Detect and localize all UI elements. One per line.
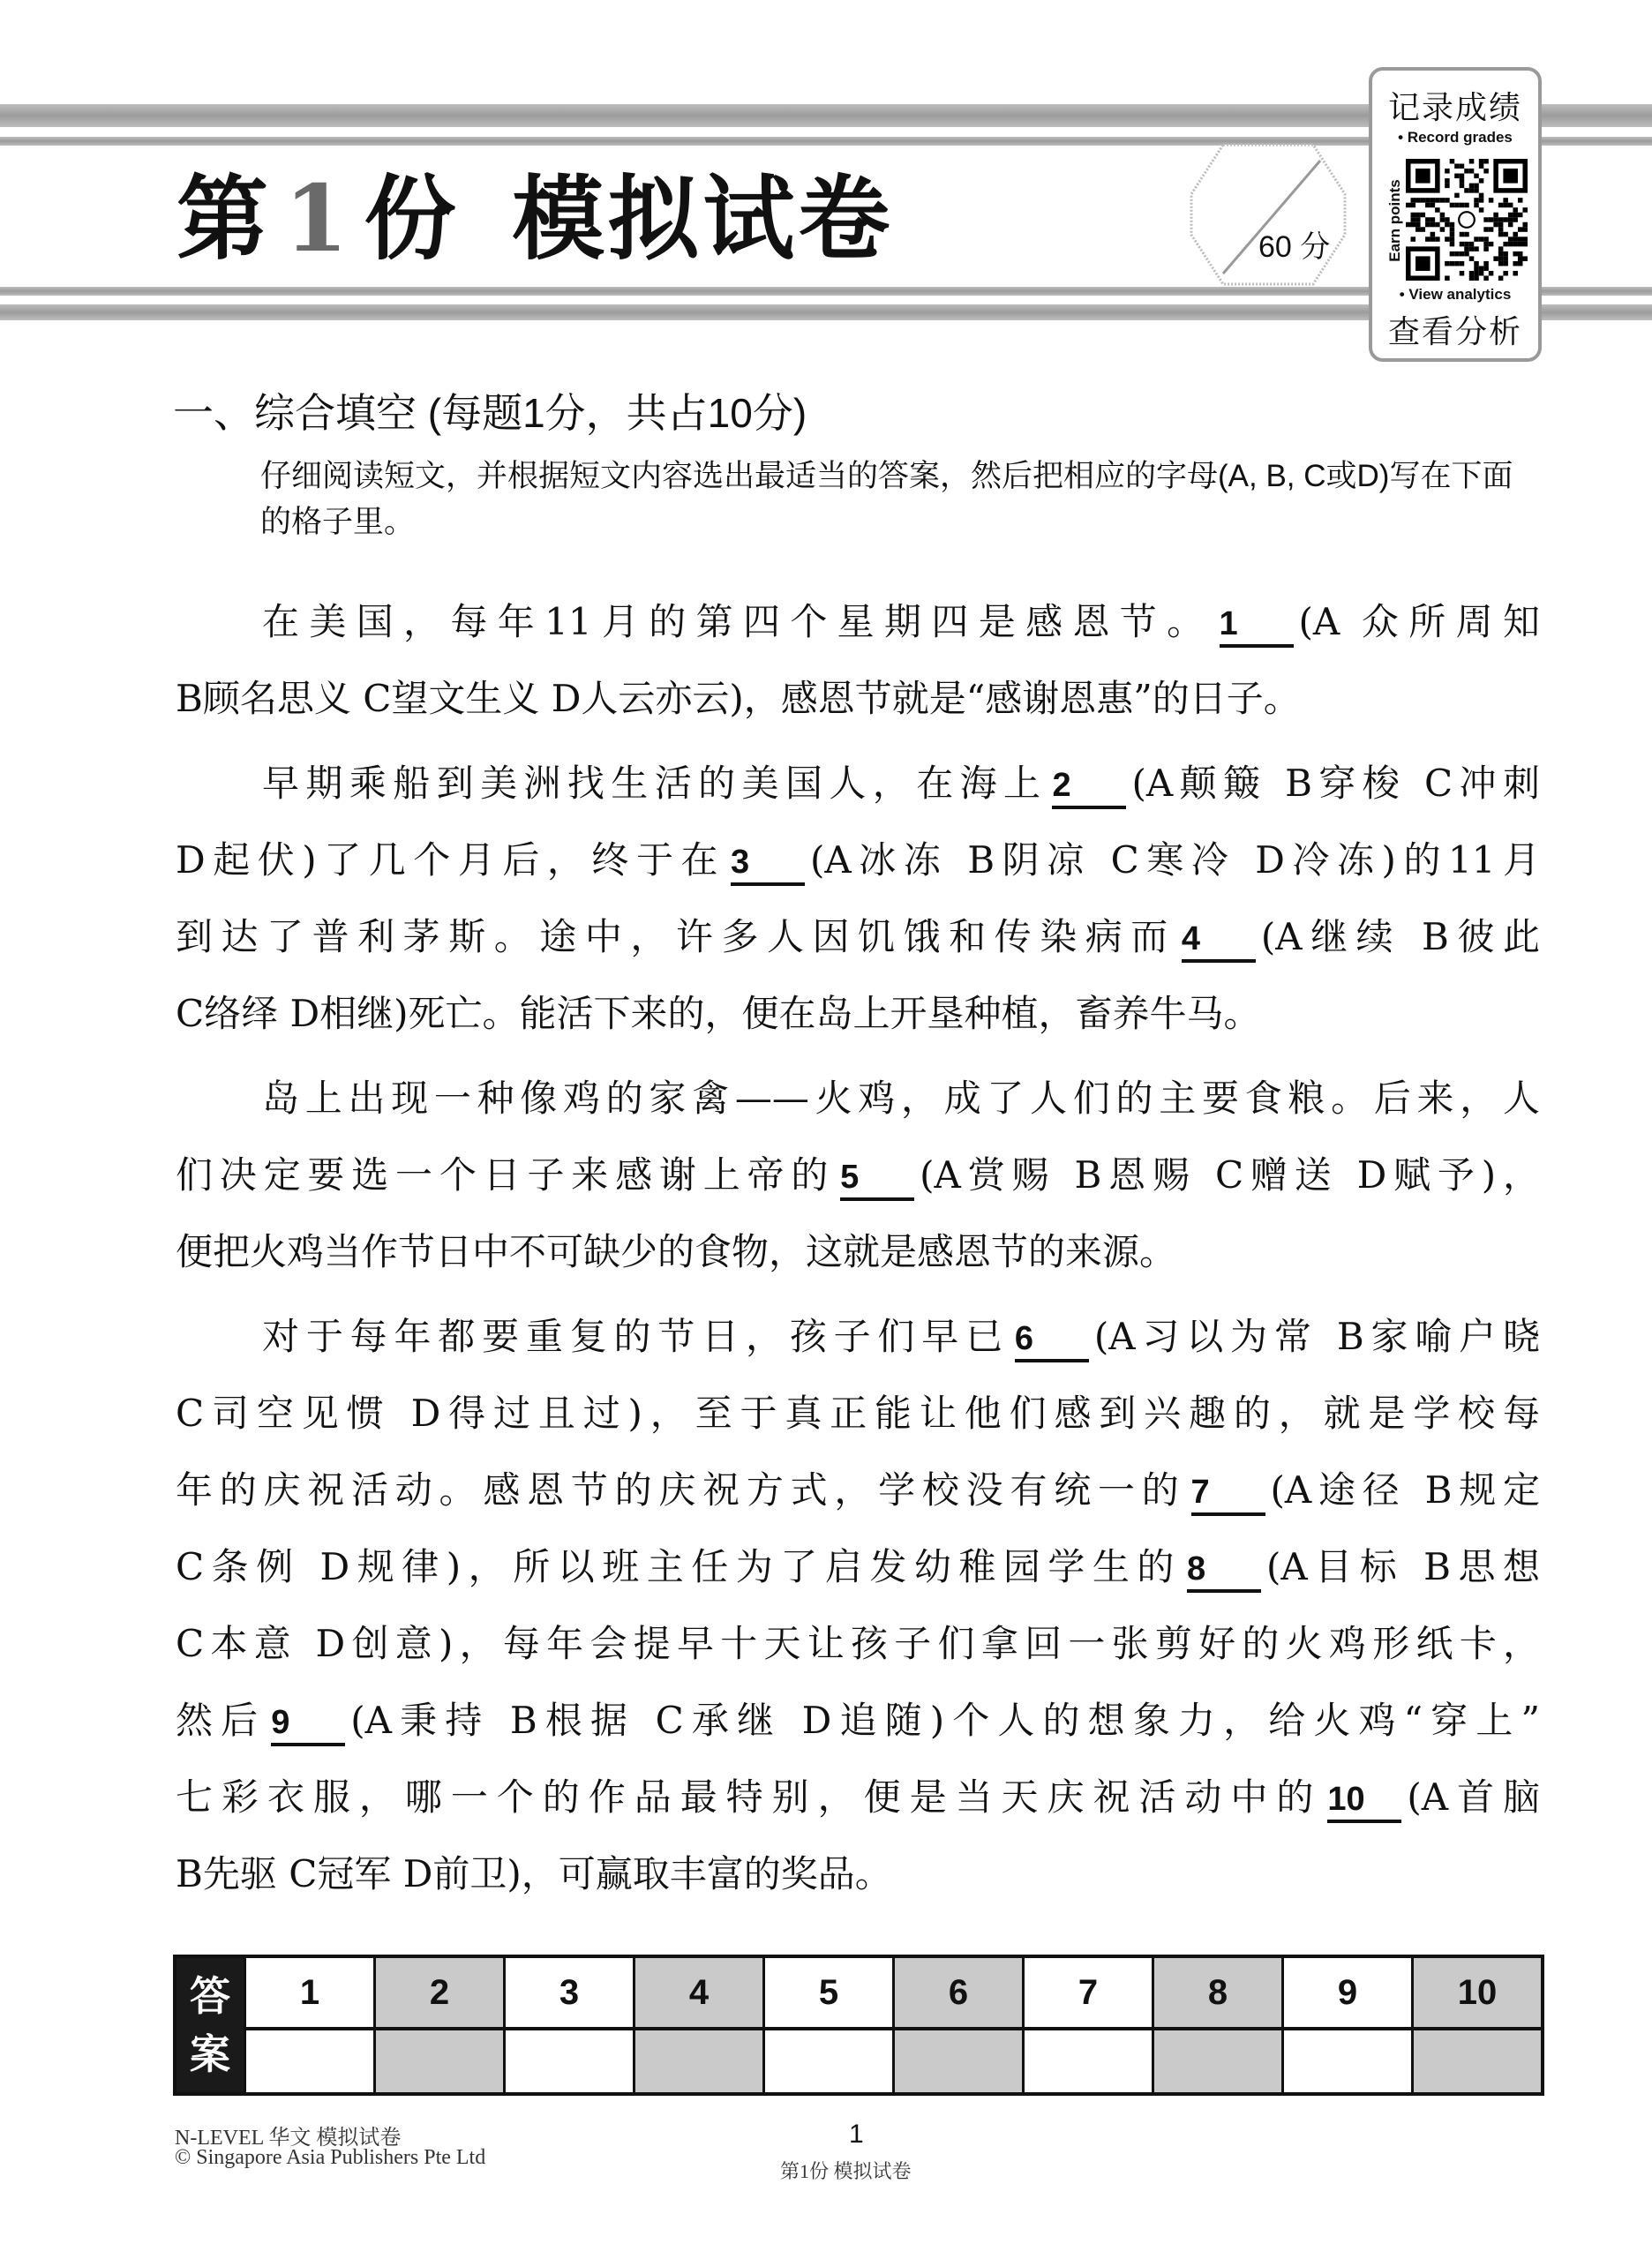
blank-10: 10 xyxy=(1327,1779,1401,1823)
passage-line xyxy=(176,898,1540,975)
passage-line xyxy=(176,822,1540,898)
passage-text: B先驱 C冠军 D前卫)，可赢取丰富的奖品。 xyxy=(176,1852,892,1895)
title-prefix: 第 xyxy=(176,164,273,273)
paragraph xyxy=(176,745,1540,1052)
view-analytics-caption: • View analytics xyxy=(1399,286,1512,303)
passage-text: (A颠簸 B穿梭 C冲刺 xyxy=(1131,762,1540,805)
passage xyxy=(176,583,1540,1920)
passage-text: (A途径 B规定 xyxy=(1270,1468,1540,1512)
passage-text: C司空见惯 D得过且过)，至于真正能让他们感到兴趣的，就是学校每 xyxy=(176,1392,1540,1435)
total-score: 60 分 xyxy=(1258,230,1331,264)
answer-number-4: 4 xyxy=(633,1958,762,2030)
answer-number-6: 6 xyxy=(892,1958,1022,2030)
title-suffix: 份 xyxy=(364,164,460,273)
answer-cell-7[interactable] xyxy=(1022,2030,1152,2092)
answer-cell-4[interactable] xyxy=(633,2030,762,2092)
blank-3: 3 xyxy=(731,842,805,886)
section-heading: 一、综合填空 (每题1分，共占10分) xyxy=(173,390,807,436)
record-grades-label: 记录成绩 xyxy=(1387,89,1522,125)
passage-text: D起伏)了几个月后，终于在 xyxy=(176,838,726,882)
footer-copyright: © Singapore Asia Publishers Pte Ltd xyxy=(175,2146,486,2169)
answer-number-1: 1 xyxy=(244,1958,373,2030)
passage-text: 们决定要选一个日子来感谢上帝的 xyxy=(176,1153,836,1197)
answer-table xyxy=(173,1955,1544,2096)
section-instruction: 仔细阅读短文，并根据短文内容选出最适当的答案，然后把相应的字母(A, B, C或D)写在下面的格子里。 xyxy=(260,459,1513,539)
passage-text: (A赏赐 B恩赐 C赠送 D赋予)， xyxy=(920,1153,1540,1197)
score-badge-icon xyxy=(1188,141,1348,288)
passage-text: (A首脑 xyxy=(1407,1775,1540,1819)
passage-line xyxy=(176,1137,1540,1213)
answer-number-7: 7 xyxy=(1022,1958,1152,2030)
passage-line xyxy=(176,1213,1540,1290)
answer-cell-8[interactable] xyxy=(1152,2030,1281,2092)
answer-label-bottom: 案 xyxy=(190,2031,230,2077)
answer-cell-1[interactable] xyxy=(244,2030,373,2092)
passage-text: 在美国，每年11月的第四个星期四是感恩节。 xyxy=(262,600,1214,643)
title-main: 模拟试卷 xyxy=(512,164,894,273)
answer-label-top: 答 xyxy=(190,1973,230,2019)
passage-line xyxy=(176,1298,1540,1375)
passage-line xyxy=(176,1759,1540,1835)
passage-line xyxy=(176,1605,1540,1682)
blank-2: 2 xyxy=(1052,765,1126,809)
answer-number-8: 8 xyxy=(1152,1958,1281,2030)
passage-line xyxy=(176,1060,1540,1137)
answer-label xyxy=(176,1958,244,2092)
passage-text: 对于每年都要重复的节日，孩子们早已 xyxy=(262,1315,1010,1358)
blank-1: 1 xyxy=(1220,604,1294,648)
passage-text: (A 众所周知 xyxy=(1298,600,1540,643)
footer-paper-name: 第1份 模拟试卷 xyxy=(780,2160,912,2182)
passage-text: (A目标 B思想 xyxy=(1265,1545,1540,1588)
passage-text: C条例 D规律)，所以班主任为了启发幼稚园学生的 xyxy=(176,1545,1182,1588)
passage-line xyxy=(176,975,1540,1052)
blank-6: 6 xyxy=(1015,1318,1089,1362)
passage-text: B顾名思义 C望文生义 D人云亦云)，感恩节就是“感谢恩惠”的日子。 xyxy=(176,677,1301,720)
qr-code-icon[interactable] xyxy=(1406,159,1528,281)
blank-7: 7 xyxy=(1191,1472,1265,1516)
page-title xyxy=(176,166,893,272)
passage-line xyxy=(176,745,1540,822)
passage-line xyxy=(176,1682,1540,1759)
passage-text: 年的庆祝活动。感恩节的庆祝方式，学校没有统一的 xyxy=(176,1468,1186,1512)
answer-cell-3[interactable] xyxy=(503,2030,633,2092)
answer-cell-2[interactable] xyxy=(373,2030,503,2092)
qr-panel[interactable] xyxy=(1369,67,1542,362)
passage-line xyxy=(176,1452,1540,1528)
answer-cell-6[interactable] xyxy=(892,2030,1022,2092)
passage-text: (A继续 B彼此 xyxy=(1260,915,1540,958)
passage-text: (A秉持 B根据 C承继 D追随)个人的想象力，给火鸡“穿上” xyxy=(350,1699,1540,1742)
title-number: 1 xyxy=(284,164,352,273)
paragraph xyxy=(176,1298,1540,1912)
blank-5: 5 xyxy=(840,1157,914,1201)
passage-text: 到达了普利茅斯。途中，许多人因饥饿和传染病而 xyxy=(176,915,1176,958)
paragraph xyxy=(176,583,1540,737)
passage-line xyxy=(176,660,1540,737)
footer-series: N-LEVEL 华文 模拟试卷 xyxy=(175,2127,402,2150)
view-analytics-label: 查看分析 xyxy=(1387,313,1522,349)
answer-cell-9[interactable] xyxy=(1281,2030,1411,2092)
passage-text: 岛上出现一种像鸡的家禽——火鸡，成了人们的主要食粮。后来，人 xyxy=(262,1077,1540,1120)
blank-4: 4 xyxy=(1182,919,1256,963)
passage-line xyxy=(176,1375,1540,1452)
passage-text: (A冰冻 B阴凉 C寒冷 D冷冻)的11月 xyxy=(810,838,1540,882)
passage-text: 然后 xyxy=(176,1699,267,1742)
answer-number-5: 5 xyxy=(762,1958,892,2030)
passage-line xyxy=(176,1528,1540,1605)
earn-points-caption: Earn points xyxy=(1386,179,1403,262)
passage-line xyxy=(176,583,1540,660)
passage-text: 早期乘船到美洲找生活的美国人，在海上 xyxy=(262,762,1048,805)
passage-line xyxy=(176,1835,1540,1912)
blank-9: 9 xyxy=(271,1702,345,1746)
answer-number-3: 3 xyxy=(503,1958,633,2030)
paragraph xyxy=(176,1060,1540,1290)
answer-number-2: 2 xyxy=(373,1958,503,2030)
answer-cell-5[interactable] xyxy=(762,2030,892,2092)
answer-cell-10[interactable] xyxy=(1411,2030,1541,2092)
passage-text: 便把火鸡当作节日中不可缺少的食物，这就是感恩节的来源。 xyxy=(176,1230,1177,1273)
page-number: 1 xyxy=(849,2120,864,2149)
passage-text: 七彩衣服，哪一个的作品最特别，便是当天庆祝活动中的 xyxy=(176,1775,1323,1819)
passage-text: C络绎 D相继)死亡。能活下来的，便在岛上开垦种植，畜养牛马。 xyxy=(176,992,1261,1035)
record-grades-caption: • Record grades xyxy=(1398,129,1513,146)
passage-text: C本意 D创意)，每年会提早十天让孩子们拿回一张剪好的火鸡形纸卡， xyxy=(176,1622,1540,1665)
answer-number-10: 10 xyxy=(1411,1958,1541,2030)
blank-8: 8 xyxy=(1187,1549,1261,1593)
answer-number-9: 9 xyxy=(1281,1958,1411,2030)
passage-text: (A习以为常 B家喻户晓 xyxy=(1093,1315,1540,1358)
answer-grid xyxy=(244,1958,1541,2092)
